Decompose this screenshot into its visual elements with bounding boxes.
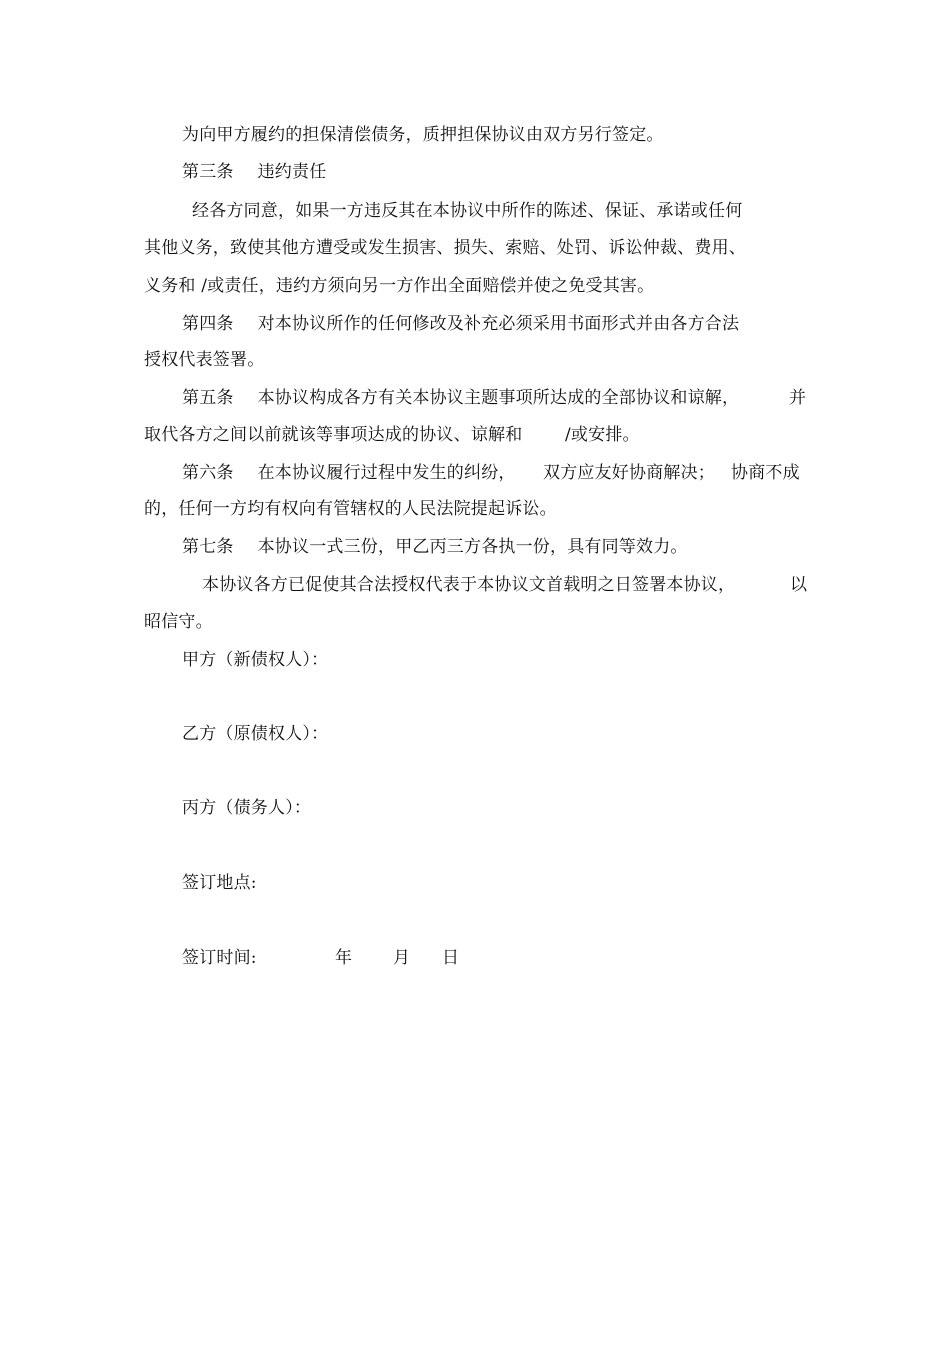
article-7-line-1 [182, 536, 688, 558]
signing-place-label: 签订地点: [182, 873, 257, 893]
article-5-number: 第五条 [182, 388, 234, 408]
article-5-line-2-end [565, 424, 640, 446]
article-3-line-2 [144, 237, 746, 259]
article-7-text: 本协议一式三份，甲乙丙三方各执一份，具有同等效力。 [257, 537, 688, 557]
article-3-line-3 [144, 275, 654, 297]
party-b-label: 乙方（原债权人）： [182, 724, 329, 744]
signing-year [335, 947, 352, 969]
article-6-text: 双方应友好协商解决； [543, 463, 715, 483]
article-3-title: 违约责任 [257, 162, 327, 182]
signature-party-c [182, 797, 311, 819]
article-4-text: 授权代表签署。 [144, 350, 265, 370]
article-5-line-2 [144, 424, 522, 446]
article-7-number: 第七条 [182, 537, 234, 557]
article-6-line-1-end [731, 462, 800, 484]
closing-line-2 [144, 611, 213, 633]
paragraph-continuation [182, 124, 664, 146]
article-5-line-1-end [789, 387, 806, 409]
signing-day [442, 947, 459, 969]
paragraph-continuation-text: 为向甲方履约的担保清偿债务，质押担保协议由双方另行签定。 [182, 125, 664, 145]
party-c-label: 丙方（债务人）： [182, 798, 312, 818]
signature-party-a [182, 649, 328, 671]
signing-month [393, 947, 410, 969]
closing-line-1 [202, 574, 735, 596]
signing-time-label: 签订时间: [182, 948, 257, 968]
article-3-heading [182, 161, 326, 183]
article-6-text: 的，任何一方均有权向有管辖权的人民法院提起诉讼。 [144, 499, 557, 519]
article-3-text: 其他义务，致使其他方遭受或发生损害、损失、索赔、处罚、诉讼仲裁、费用、 [144, 238, 746, 258]
day-label: 日 [442, 948, 460, 968]
article-6-line-1 [182, 462, 516, 484]
article-6-text: 在本协议履行过程中发生的纠纷， [257, 463, 516, 483]
article-3-line-1 [192, 200, 742, 222]
article-6-line-2 [144, 498, 557, 520]
signature-party-b [182, 723, 328, 745]
article-4-number: 第四条 [182, 314, 234, 334]
article-3-text: 义务和 /或责任，违约方须向另一方作出全面赔偿并使之免受其害。 [144, 276, 655, 296]
signing-time [182, 947, 257, 969]
article-3-text: 经各方同意，如果一方违反其在本协议中所作的陈述、保证、承诺或任何 [192, 201, 743, 221]
article-5-line-1 [182, 387, 739, 409]
article-5-text: 并 [789, 388, 807, 408]
article-5-text: 本协议构成各方有关本协议主题事项所达成的全部协议和谅解， [257, 388, 740, 408]
article-6-text: 协商不成 [731, 463, 800, 483]
signing-place [182, 872, 257, 894]
article-6-number: 第六条 [182, 463, 234, 483]
party-a-label: 甲方（新债权人）： [182, 650, 329, 670]
article-4-line-1 [182, 313, 739, 335]
year-label: 年 [335, 948, 353, 968]
article-5-text: /或安排。 [565, 425, 640, 445]
month-label: 月 [393, 948, 411, 968]
closing-line-1-end [790, 574, 807, 596]
article-4-text: 对本协议所作的任何修改及补充必须采用书面形式并由各方合法 [257, 314, 740, 334]
article-3-number: 第三条 [182, 162, 234, 182]
article-4-line-2 [144, 349, 264, 371]
article-5-text: 取代各方之间以前就该等事项达成的协议、谅解和 [144, 425, 523, 445]
closing-text: 本协议各方已促使其合法授权代表于本协议文首载明之日签署本协议， [202, 575, 736, 595]
article-6-line-1-mid [543, 462, 715, 484]
closing-text: 昭信守。 [144, 612, 213, 632]
closing-text: 以 [790, 575, 808, 595]
